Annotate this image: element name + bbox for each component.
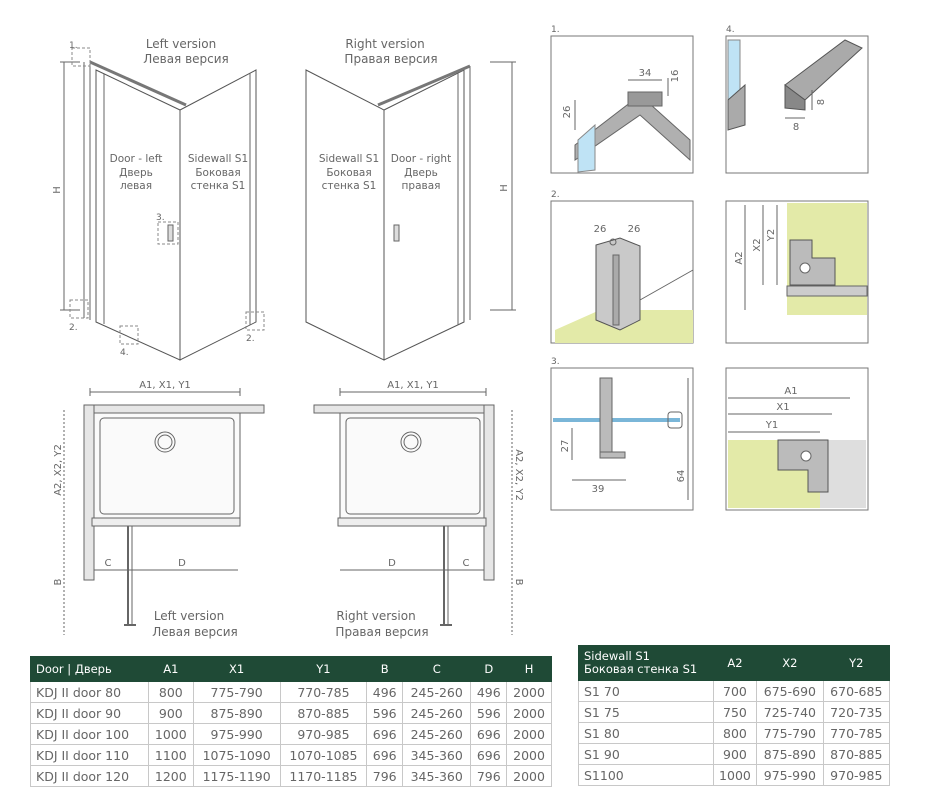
sidewall-left-label: Sidewall S1 bbox=[187, 153, 249, 165]
sidewall-table-header bbox=[579, 646, 714, 681]
table-row bbox=[31, 745, 552, 766]
door-col-header: H bbox=[507, 657, 552, 682]
h-label-right: H bbox=[499, 184, 510, 192]
table-row bbox=[31, 682, 552, 703]
table-cell: KDJ II door 80 bbox=[31, 682, 149, 703]
sidewall-col-header: Y2 bbox=[823, 646, 889, 681]
right-version-title: Right version bbox=[345, 37, 425, 51]
door-col-header: C bbox=[403, 657, 471, 682]
table-row bbox=[31, 766, 552, 787]
table-cell: 796 bbox=[471, 766, 507, 787]
left-version-plan bbox=[64, 388, 264, 635]
door-col-header: A1 bbox=[148, 657, 193, 682]
a1x1y1-left: A1, X1, Y1 bbox=[139, 380, 191, 391]
c-label-right: C bbox=[462, 558, 470, 569]
table-cell: 870-885 bbox=[823, 744, 889, 765]
table-cell: 1170-1185 bbox=[280, 766, 367, 787]
left-version-plan-title-ru: Левая версия bbox=[152, 625, 238, 639]
table-cell: S1 75 bbox=[579, 702, 714, 723]
left-version-plan-title: Left version bbox=[153, 609, 225, 623]
table-cell: 775-790 bbox=[193, 682, 280, 703]
a2x2y2-right: A2, X2, Y2 bbox=[513, 449, 524, 501]
table-cell: 496 bbox=[471, 682, 507, 703]
table-cell: 750 bbox=[713, 702, 757, 723]
table-cell: 725-740 bbox=[757, 702, 823, 723]
sidewall-dimensions-table bbox=[578, 645, 890, 786]
table-cell: 770-785 bbox=[823, 723, 889, 744]
table-cell: 975-990 bbox=[193, 724, 280, 745]
detail-4-h: 8 bbox=[816, 98, 827, 106]
door-table-name-header: Door | Дверь bbox=[31, 657, 149, 682]
table-cell: 345-360 bbox=[403, 745, 471, 766]
callout-1: 1. bbox=[69, 41, 78, 51]
table-cell: 1075-1090 bbox=[193, 745, 280, 766]
detail-a2-y2: Y2 bbox=[766, 228, 777, 242]
detail-a1-y1: Y1 bbox=[765, 420, 779, 431]
detail-3-h: 27 bbox=[560, 439, 571, 453]
sidewall-right-label: Sidewall S1 bbox=[318, 153, 380, 165]
table-cell: 800 bbox=[148, 682, 193, 703]
table-cell: 900 bbox=[148, 703, 193, 724]
detail-3-w: 39 bbox=[591, 484, 605, 495]
door-right-label: Door - right bbox=[390, 153, 452, 165]
callout-3: 3. bbox=[156, 213, 165, 223]
detail-a1-drawing bbox=[728, 398, 866, 508]
table-cell: 875-890 bbox=[193, 703, 280, 724]
detail-a2-x2: X2 bbox=[752, 238, 763, 252]
table-cell: 970-985 bbox=[280, 724, 367, 745]
callout-4: 4. bbox=[120, 348, 129, 358]
b-label-left: B bbox=[53, 578, 64, 586]
table-cell: S1100 bbox=[579, 765, 714, 786]
left-version-title: Left version bbox=[145, 37, 217, 51]
table-row bbox=[31, 703, 552, 724]
table-cell: 1000 bbox=[713, 765, 757, 786]
detail-1-h2: 26 bbox=[562, 105, 573, 119]
detail-4-drawing bbox=[728, 40, 862, 130]
detail-1-w: 34 bbox=[638, 68, 652, 79]
b-label-right: B bbox=[513, 578, 524, 586]
table-cell: 1175-1190 bbox=[193, 766, 280, 787]
sidewall-left-label-ru2: стенка S1 bbox=[190, 180, 246, 192]
door-col-header: B bbox=[367, 657, 403, 682]
callout-2-left: 2. bbox=[69, 323, 78, 333]
sidewall-left-label-ru1: Боковая bbox=[195, 167, 241, 179]
table-cell: KDJ II door 100 bbox=[31, 724, 149, 745]
table-cell: 720-735 bbox=[823, 702, 889, 723]
table-cell: 245-260 bbox=[403, 724, 471, 745]
table-cell: 796 bbox=[367, 766, 403, 787]
door-right-label-ru1: Дверь bbox=[404, 167, 438, 179]
detail-a2-a2: A2 bbox=[734, 251, 745, 265]
table-cell: S1 80 bbox=[579, 723, 714, 744]
door-right-label-ru2: правая bbox=[401, 180, 441, 192]
left-version-title-ru: Левая версия bbox=[143, 52, 229, 66]
table-cell: 870-885 bbox=[280, 703, 367, 724]
table-cell: 2000 bbox=[507, 703, 552, 724]
detail-3-drawing bbox=[553, 378, 688, 500]
table-cell: 496 bbox=[367, 682, 403, 703]
door-dimensions-table bbox=[30, 656, 552, 787]
table-cell: 2000 bbox=[507, 745, 552, 766]
table-cell: 245-260 bbox=[403, 682, 471, 703]
table-cell: 2000 bbox=[507, 724, 552, 745]
table-cell: 700 bbox=[713, 681, 757, 702]
table-cell: KDJ II door 120 bbox=[31, 766, 149, 787]
right-version-title-ru: Правая версия bbox=[344, 52, 438, 66]
d-label-right: D bbox=[388, 558, 396, 569]
d-label-left: D bbox=[178, 558, 186, 569]
table-cell: 696 bbox=[367, 745, 403, 766]
door-left-label: Door - left bbox=[109, 153, 163, 165]
table-cell: 2000 bbox=[507, 682, 552, 703]
sidewall-header-line2: Боковая стенка S1 bbox=[584, 662, 698, 676]
table-cell: 1100 bbox=[148, 745, 193, 766]
detail-4-w: 8 bbox=[792, 122, 800, 133]
table-row bbox=[579, 723, 890, 744]
left-version-perspective bbox=[60, 48, 264, 360]
right-version-plan-title-ru: Правая версия bbox=[335, 625, 429, 639]
sidewall-right-label-ru2: стенка S1 bbox=[321, 180, 377, 192]
detail-2-label: 2. bbox=[551, 190, 560, 200]
table-cell: 970-985 bbox=[823, 765, 889, 786]
table-cell: 775-790 bbox=[757, 723, 823, 744]
detail-3-h2: 64 bbox=[676, 469, 687, 483]
table-cell: 1200 bbox=[148, 766, 193, 787]
table-cell: 770-785 bbox=[280, 682, 367, 703]
detail-3-label: 3. bbox=[551, 357, 560, 367]
table-row bbox=[31, 724, 552, 745]
detail-1-label: 1. bbox=[551, 25, 560, 35]
a1x1y1-right: A1, X1, Y1 bbox=[387, 380, 439, 391]
table-cell: S1 90 bbox=[579, 744, 714, 765]
table-cell: KDJ II door 90 bbox=[31, 703, 149, 724]
table-cell: 696 bbox=[471, 745, 507, 766]
door-col-header: D bbox=[471, 657, 507, 682]
table-cell: 670-685 bbox=[823, 681, 889, 702]
table-cell: 245-260 bbox=[403, 703, 471, 724]
table-row bbox=[579, 765, 890, 786]
table-row bbox=[579, 681, 890, 702]
detail-4-label: 4. bbox=[726, 25, 735, 35]
table-cell: 975-990 bbox=[757, 765, 823, 786]
table-cell: 675-690 bbox=[757, 681, 823, 702]
detail-a1-a1: A1 bbox=[784, 386, 798, 397]
right-version-perspective bbox=[306, 62, 516, 360]
table-row bbox=[579, 702, 890, 723]
sidewall-col-header: A2 bbox=[713, 646, 757, 681]
table-cell: S1 70 bbox=[579, 681, 714, 702]
detail-2-b: 26 bbox=[627, 224, 641, 235]
door-col-header: X1 bbox=[193, 657, 280, 682]
right-version-plan-title: Right version bbox=[336, 609, 416, 623]
callout-2-right: 2. bbox=[246, 334, 255, 344]
a2x2y2-left: A2, X2, Y2 bbox=[53, 444, 64, 496]
table-cell: 696 bbox=[471, 724, 507, 745]
detail-2-a: 26 bbox=[593, 224, 607, 235]
sidewall-header-line1: Sidewall S1 bbox=[584, 649, 650, 663]
table-cell: 900 bbox=[713, 744, 757, 765]
detail-1-drawing bbox=[575, 78, 690, 172]
table-cell: 345-360 bbox=[403, 766, 471, 787]
table-cell: 596 bbox=[367, 703, 403, 724]
table-cell: 800 bbox=[713, 723, 757, 744]
table-cell: 596 bbox=[471, 703, 507, 724]
detail-a1-x1: X1 bbox=[776, 402, 790, 413]
sidewall-right-label-ru1: Боковая bbox=[326, 167, 372, 179]
table-cell: 2000 bbox=[507, 766, 552, 787]
door-left-label-ru1: Дверь bbox=[119, 167, 153, 179]
table-row bbox=[579, 744, 890, 765]
detail-a2-drawing bbox=[745, 203, 867, 315]
table-cell: 1070-1085 bbox=[280, 745, 367, 766]
table-cell: KDJ II door 110 bbox=[31, 745, 149, 766]
right-version-plan bbox=[314, 388, 512, 635]
door-col-header: Y1 bbox=[280, 657, 367, 682]
sidewall-col-header: X2 bbox=[757, 646, 823, 681]
c-label-left: C bbox=[104, 558, 112, 569]
h-label-left: H bbox=[52, 186, 63, 194]
table-cell: 875-890 bbox=[757, 744, 823, 765]
door-left-label-ru2: левая bbox=[119, 180, 153, 192]
table-cell: 1000 bbox=[148, 724, 193, 745]
table-cell: 696 bbox=[367, 724, 403, 745]
detail-2-drawing bbox=[555, 238, 693, 343]
detail-1-h1: 16 bbox=[670, 69, 681, 83]
